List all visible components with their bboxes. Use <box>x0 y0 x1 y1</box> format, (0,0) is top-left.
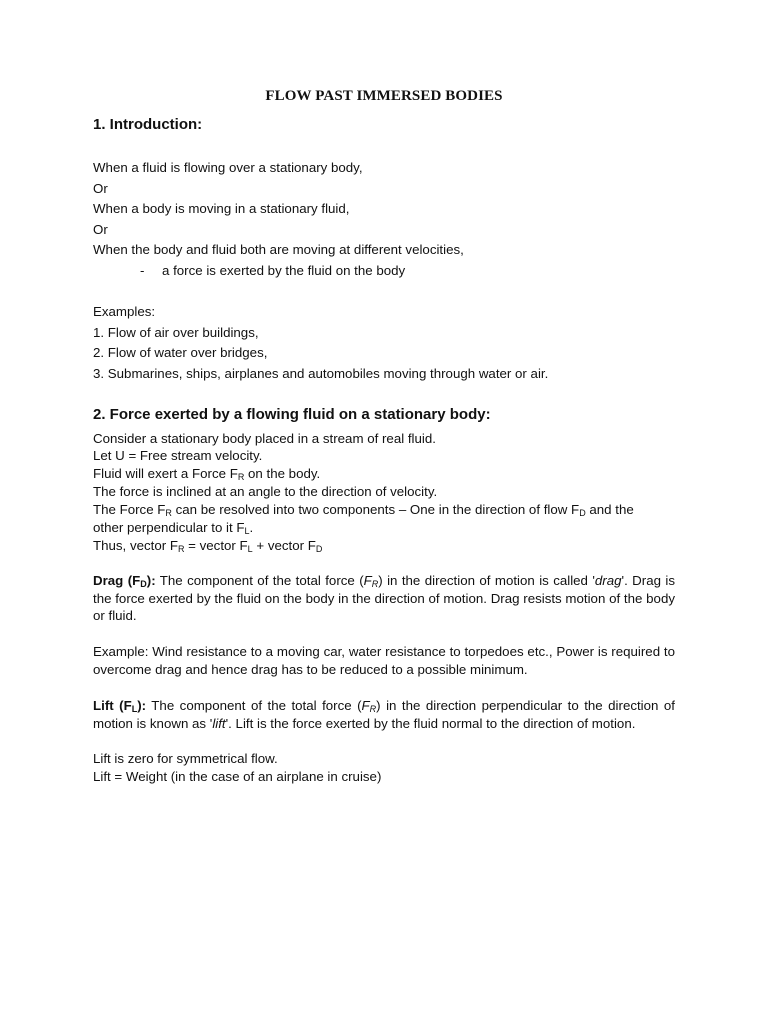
examples-label: Examples: <box>93 304 156 319</box>
lift-paragraph: Lift $(F_L)$: The component of the total force $(F_R)$ in the direction perpendicular to the direction of motion is known as 'lift'. Lift is the force exerted by the fluid normal to the direction of motion. <box>93 698 675 731</box>
intro-line-3: When a body is moving in a stationary fluid, <box>93 201 350 216</box>
intro-line-5: When the body and fluid both are moving at different velocities, <box>93 242 464 257</box>
lift-line-3: Lift = Weight (in the case of an airplane in cruise) <box>93 769 382 784</box>
section-1-heading: 1. Introduction: <box>93 116 203 133</box>
s2-line-2: Let U = Free stream velocity. <box>93 448 263 463</box>
s2-line-4: The force is inclined at an angle to the direction of velocity. <box>93 484 438 499</box>
s2-line-1: Consider a stationary body placed in a stream of real fluid. <box>93 431 436 446</box>
intro-line-2: Or <box>93 181 108 196</box>
example-item-1: 1. Flow of air over buildings, <box>93 325 259 340</box>
drag-paragraph: Drag $(F_D)$: The component of the total force $(F_R)$ in the direction of motion is called 'drag'. Drag is the force exerted by the fluid on the body in the direction of motion. Drag resists motion of the body or fluid. <box>93 573 675 624</box>
example-paragraph: Example: Wind resistance to a moving car, water resistance to torpedoes etc., Power is required to overcome drag and hence drag has to be reduced to a possible minimum. <box>93 644 675 677</box>
s2-line-5: The Force $F_R$ can be resolved into two components – One in the direction of flow $F_D$ and the <box>93 502 634 518</box>
intro-line-1: When a fluid is flowing over a stationary body, <box>93 160 363 175</box>
drag-label: Drag $(F_D)$: <box>93 573 156 589</box>
s2-line-7: Thus, vector $F_R$ = vector $F_L$ + vector $F_D$ <box>93 538 323 554</box>
example-item-3: 3. Submarines, ships, airplanes and automobiles moving through water or air. <box>93 366 549 381</box>
intro-line-4: Or <box>93 222 108 237</box>
s2-line-6: other perpendicular to it $F_L$. <box>93 520 254 536</box>
page-title: FLOW PAST IMMERSED BODIES <box>265 88 503 104</box>
lift-line-2: Lift is zero for symmetrical flow. <box>93 751 278 766</box>
bullet-text: a force is exerted by the fluid on the body <box>162 263 406 278</box>
bullet-dash: - <box>140 263 145 278</box>
section-2-heading: 2. Force exerted by a flowing fluid on a stationary body: <box>93 406 491 423</box>
s2-line-3: Fluid will exert a Force $F_R$ on the body. <box>93 466 321 482</box>
lift-label: Lift $(F_L)$: <box>93 698 147 714</box>
example-item-2: 2. Flow of water over bridges, <box>93 345 268 360</box>
